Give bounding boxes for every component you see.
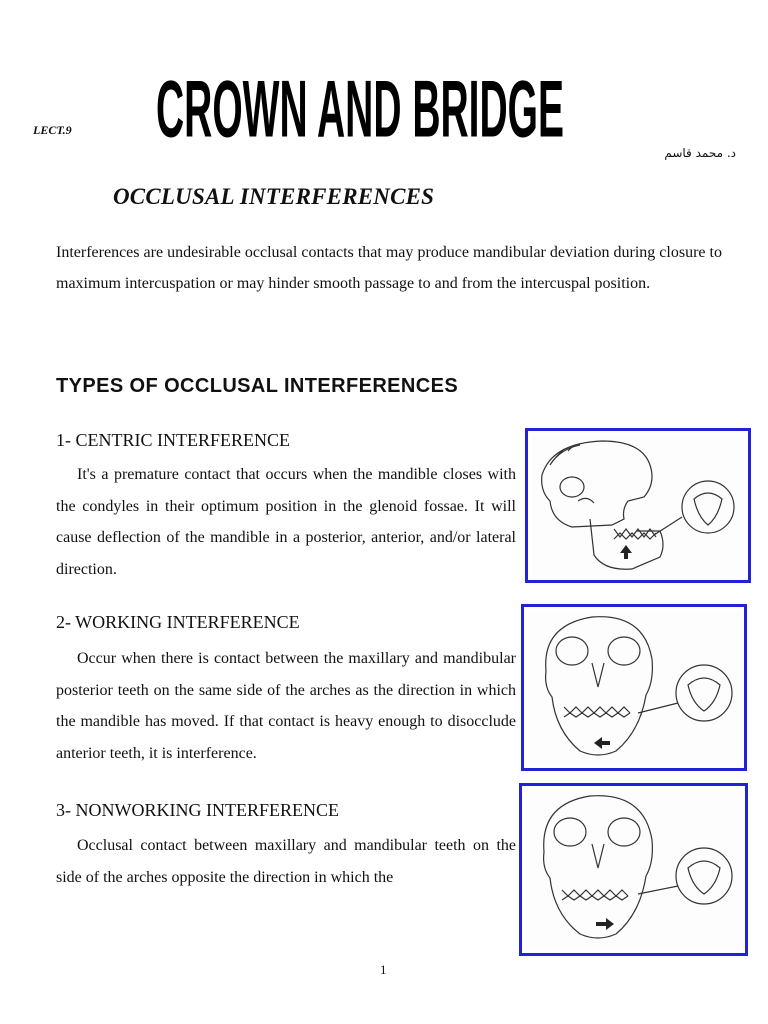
skull-lateral-illustration bbox=[532, 435, 744, 576]
author-name: د. محمد قاسم bbox=[664, 146, 736, 160]
skull-frontal-illustration-working bbox=[528, 611, 740, 764]
skull-frontal-illustration-nonworking bbox=[526, 790, 741, 949]
page-title: OCCLUSAL INTERFERENCES bbox=[113, 184, 435, 209]
section-title-centric: 1- CENTRIC INTERFERENCE bbox=[56, 430, 290, 450]
intro-paragraph: Interferences are undesirable occlusal contacts that may produce mandibular deviation during closure to maximum intercuspation or may hinder smooth passage to and from the intercuspal position. bbox=[56, 244, 722, 292]
section-title-nonworking: 3- NONWORKING INTERFERENCE bbox=[56, 800, 339, 820]
figure-working-interference bbox=[521, 604, 747, 771]
section-text-nonworking: Occlusal contact between maxillary and mandibular teeth on the side of the arches opposite the direction in which the bbox=[56, 837, 516, 886]
page-number: 1 bbox=[380, 962, 387, 977]
section-text-centric: It's a premature contact that occurs when the mandible closes with the condyles in their optimum position in the glenoid fossae. It will cause deflection of the mandible in a posterior, anterior, and/or lateral direction. bbox=[56, 466, 516, 578]
lecture-number: LECT.9 bbox=[33, 123, 72, 137]
figure-centric-interference bbox=[525, 428, 751, 583]
section-title-working: 2- WORKING INTERFERENCE bbox=[56, 612, 300, 632]
types-heading: TYPES OF OCCLUSAL INTERFERENCES bbox=[56, 375, 459, 397]
section-text-working: Occur when there is contact between the maxillary and mandibular posterior teeth on the same side of the arches as the direction in which the mandible has moved. If that contact is heavy enough to disocclude anterior teeth, it is interference. bbox=[56, 650, 516, 762]
figure-nonworking-interference bbox=[519, 783, 748, 956]
banner-title bbox=[150, 42, 570, 154]
banner-title-text: CROWN AND BRIDGE bbox=[156, 64, 565, 154]
